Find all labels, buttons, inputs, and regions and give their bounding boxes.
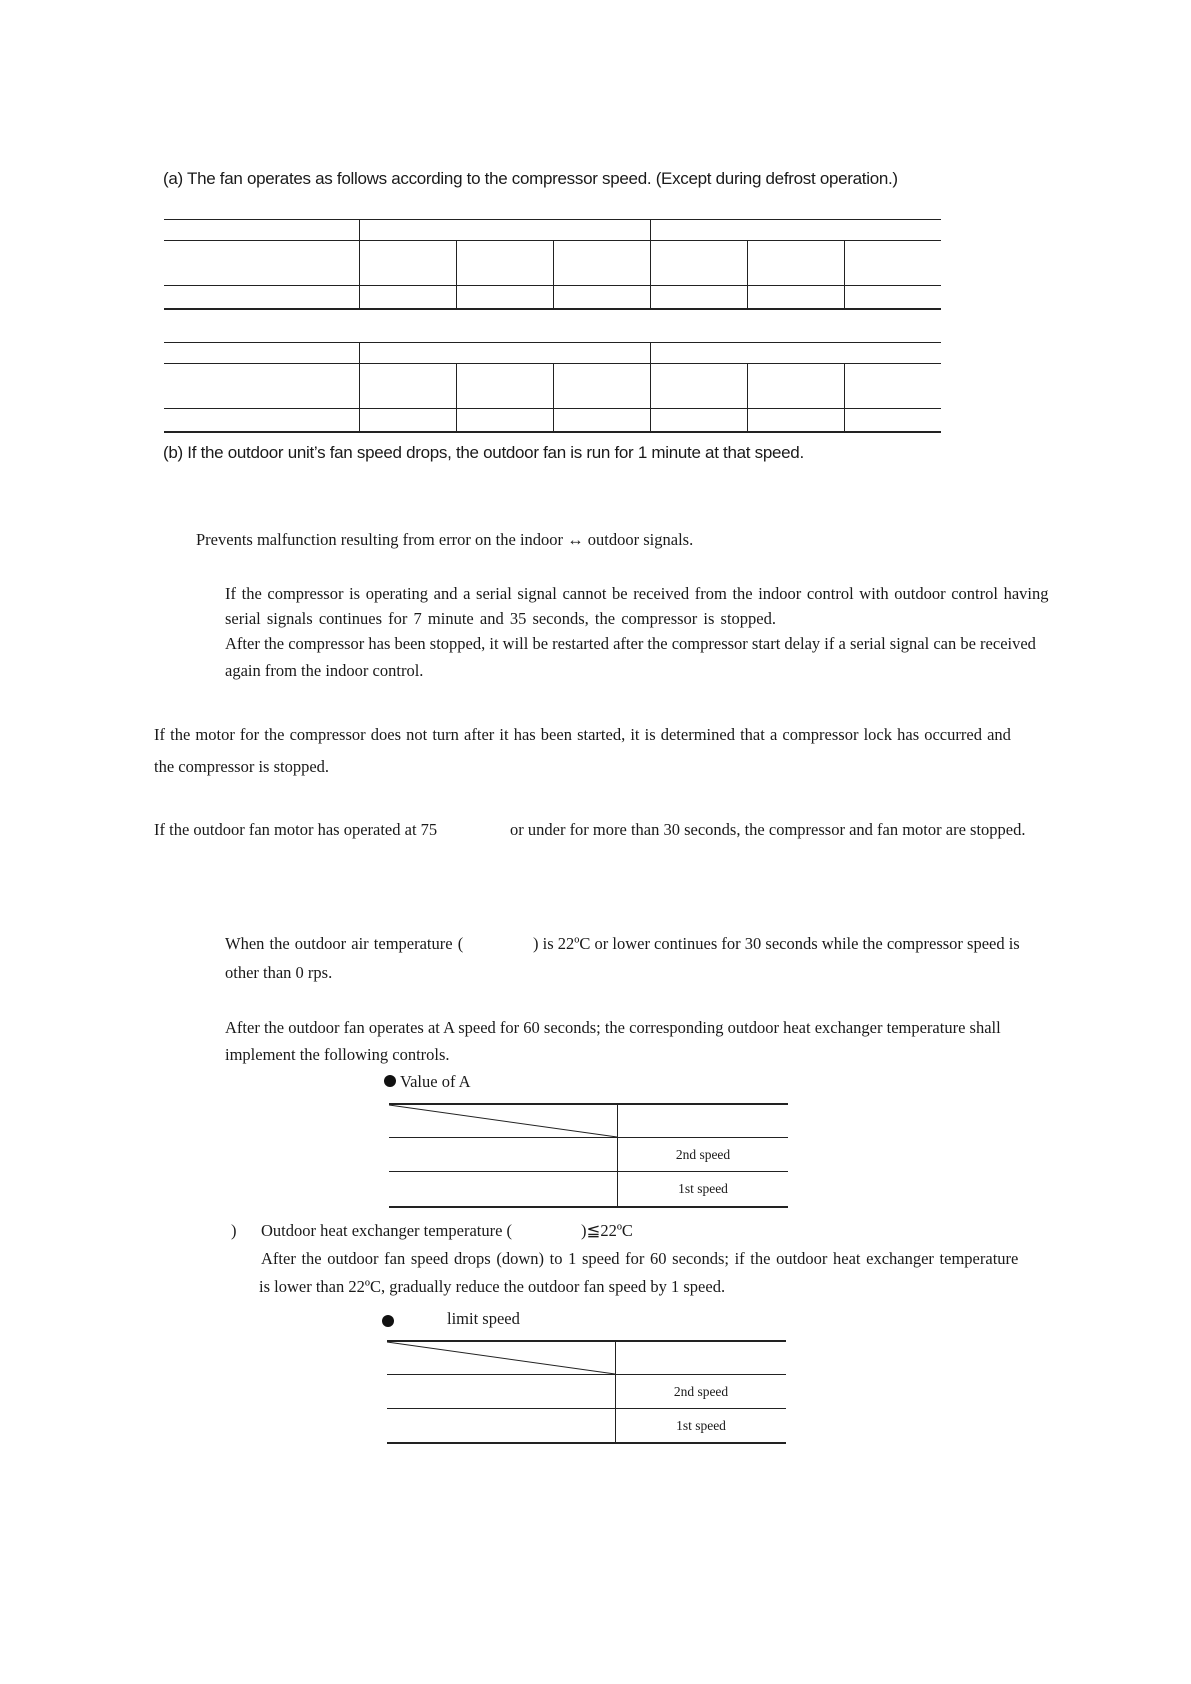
value-a-title-text: Value of A	[400, 1072, 471, 1091]
heat-exchanger-line3: is lower than 22ºC, gradually reduce the outdoor fan speed by 1 speed.	[259, 1277, 726, 1296]
serial-signal-line4: again from the indoor control.	[225, 661, 424, 680]
serial-signal-line1: If the compressor is operating and a serial signal cannot be received from the indoor control with outdoor control having	[225, 584, 1049, 603]
outdoor-temp-line1a: When the outdoor air temperature (	[225, 934, 464, 953]
heat-exchanger-bracket: )	[231, 1221, 237, 1240]
fan-motor-text-part1: If the outdoor fan motor has operated at 75	[154, 820, 438, 839]
serial-signal-line3: After the compressor has been stopped, it will be restarted after the compressor start delay if a serial signal can be received	[225, 634, 1036, 653]
compressor-lock-line1: If the motor for the compressor does not turn after it has been started, it is determined that a compressor lock has occurred and	[154, 725, 1011, 744]
serial-signal-line2: serial signals continues for 7 minute and 35 seconds, the compressor is stopped.	[225, 609, 776, 628]
fan-motor-text-part2: or under for more than 30 seconds, the compressor and fan motor are stopped.	[510, 820, 1026, 839]
section-b-text: (b) If the outdoor unit’s fan speed drops, the outdoor fan is run for 1 minute at that speed.	[163, 443, 804, 462]
value-a-row-1st: 1st speed	[678, 1181, 728, 1196]
heat-exchanger-line1a: Outdoor heat exchanger temperature (	[261, 1221, 513, 1240]
limit-speed-row-1st: 1st speed	[676, 1418, 726, 1433]
diagonal-header-line	[387, 1340, 616, 1375]
limit-speed-title: limit speed	[447, 1309, 520, 1328]
value-a-row-2nd: 2nd speed	[675, 1147, 731, 1162]
outdoor-temp-after2: implement the following controls.	[225, 1045, 450, 1064]
diagonal-header-line	[389, 1103, 618, 1138]
limit-speed-row-2nd: 2nd speed	[673, 1384, 729, 1399]
compressor-lock-line2: the compressor is stopped.	[154, 757, 330, 776]
bullet-icon	[384, 1075, 396, 1087]
outdoor-temp-line2: other than 0 rps.	[225, 963, 333, 982]
value-a-title	[384, 1072, 471, 1092]
section-a-text: (a) The fan operates as follows according to the compressor speed. (Except during defrost operation.)	[163, 169, 898, 188]
bullet-icon	[382, 1315, 394, 1327]
outdoor-temp-line1b: ) is 22ºC or lower continues for 30 seconds while the compressor speed is	[533, 934, 1020, 953]
serial-signal-intro: Prevents malfunction resulting from error on the indoor ↔ outdoor signals.	[196, 530, 694, 549]
outdoor-temp-after1: After the outdoor fan operates at A speed for 60 seconds; the corresponding outdoor heat exchanger temperature shall	[225, 1018, 1001, 1037]
heat-exchanger-line2: After the outdoor fan speed drops (down) to 1 speed for 60 seconds; if the outdoor heat exchanger temperature	[261, 1249, 1019, 1268]
heat-exchanger-line1b: )≦22ºC	[581, 1221, 633, 1240]
